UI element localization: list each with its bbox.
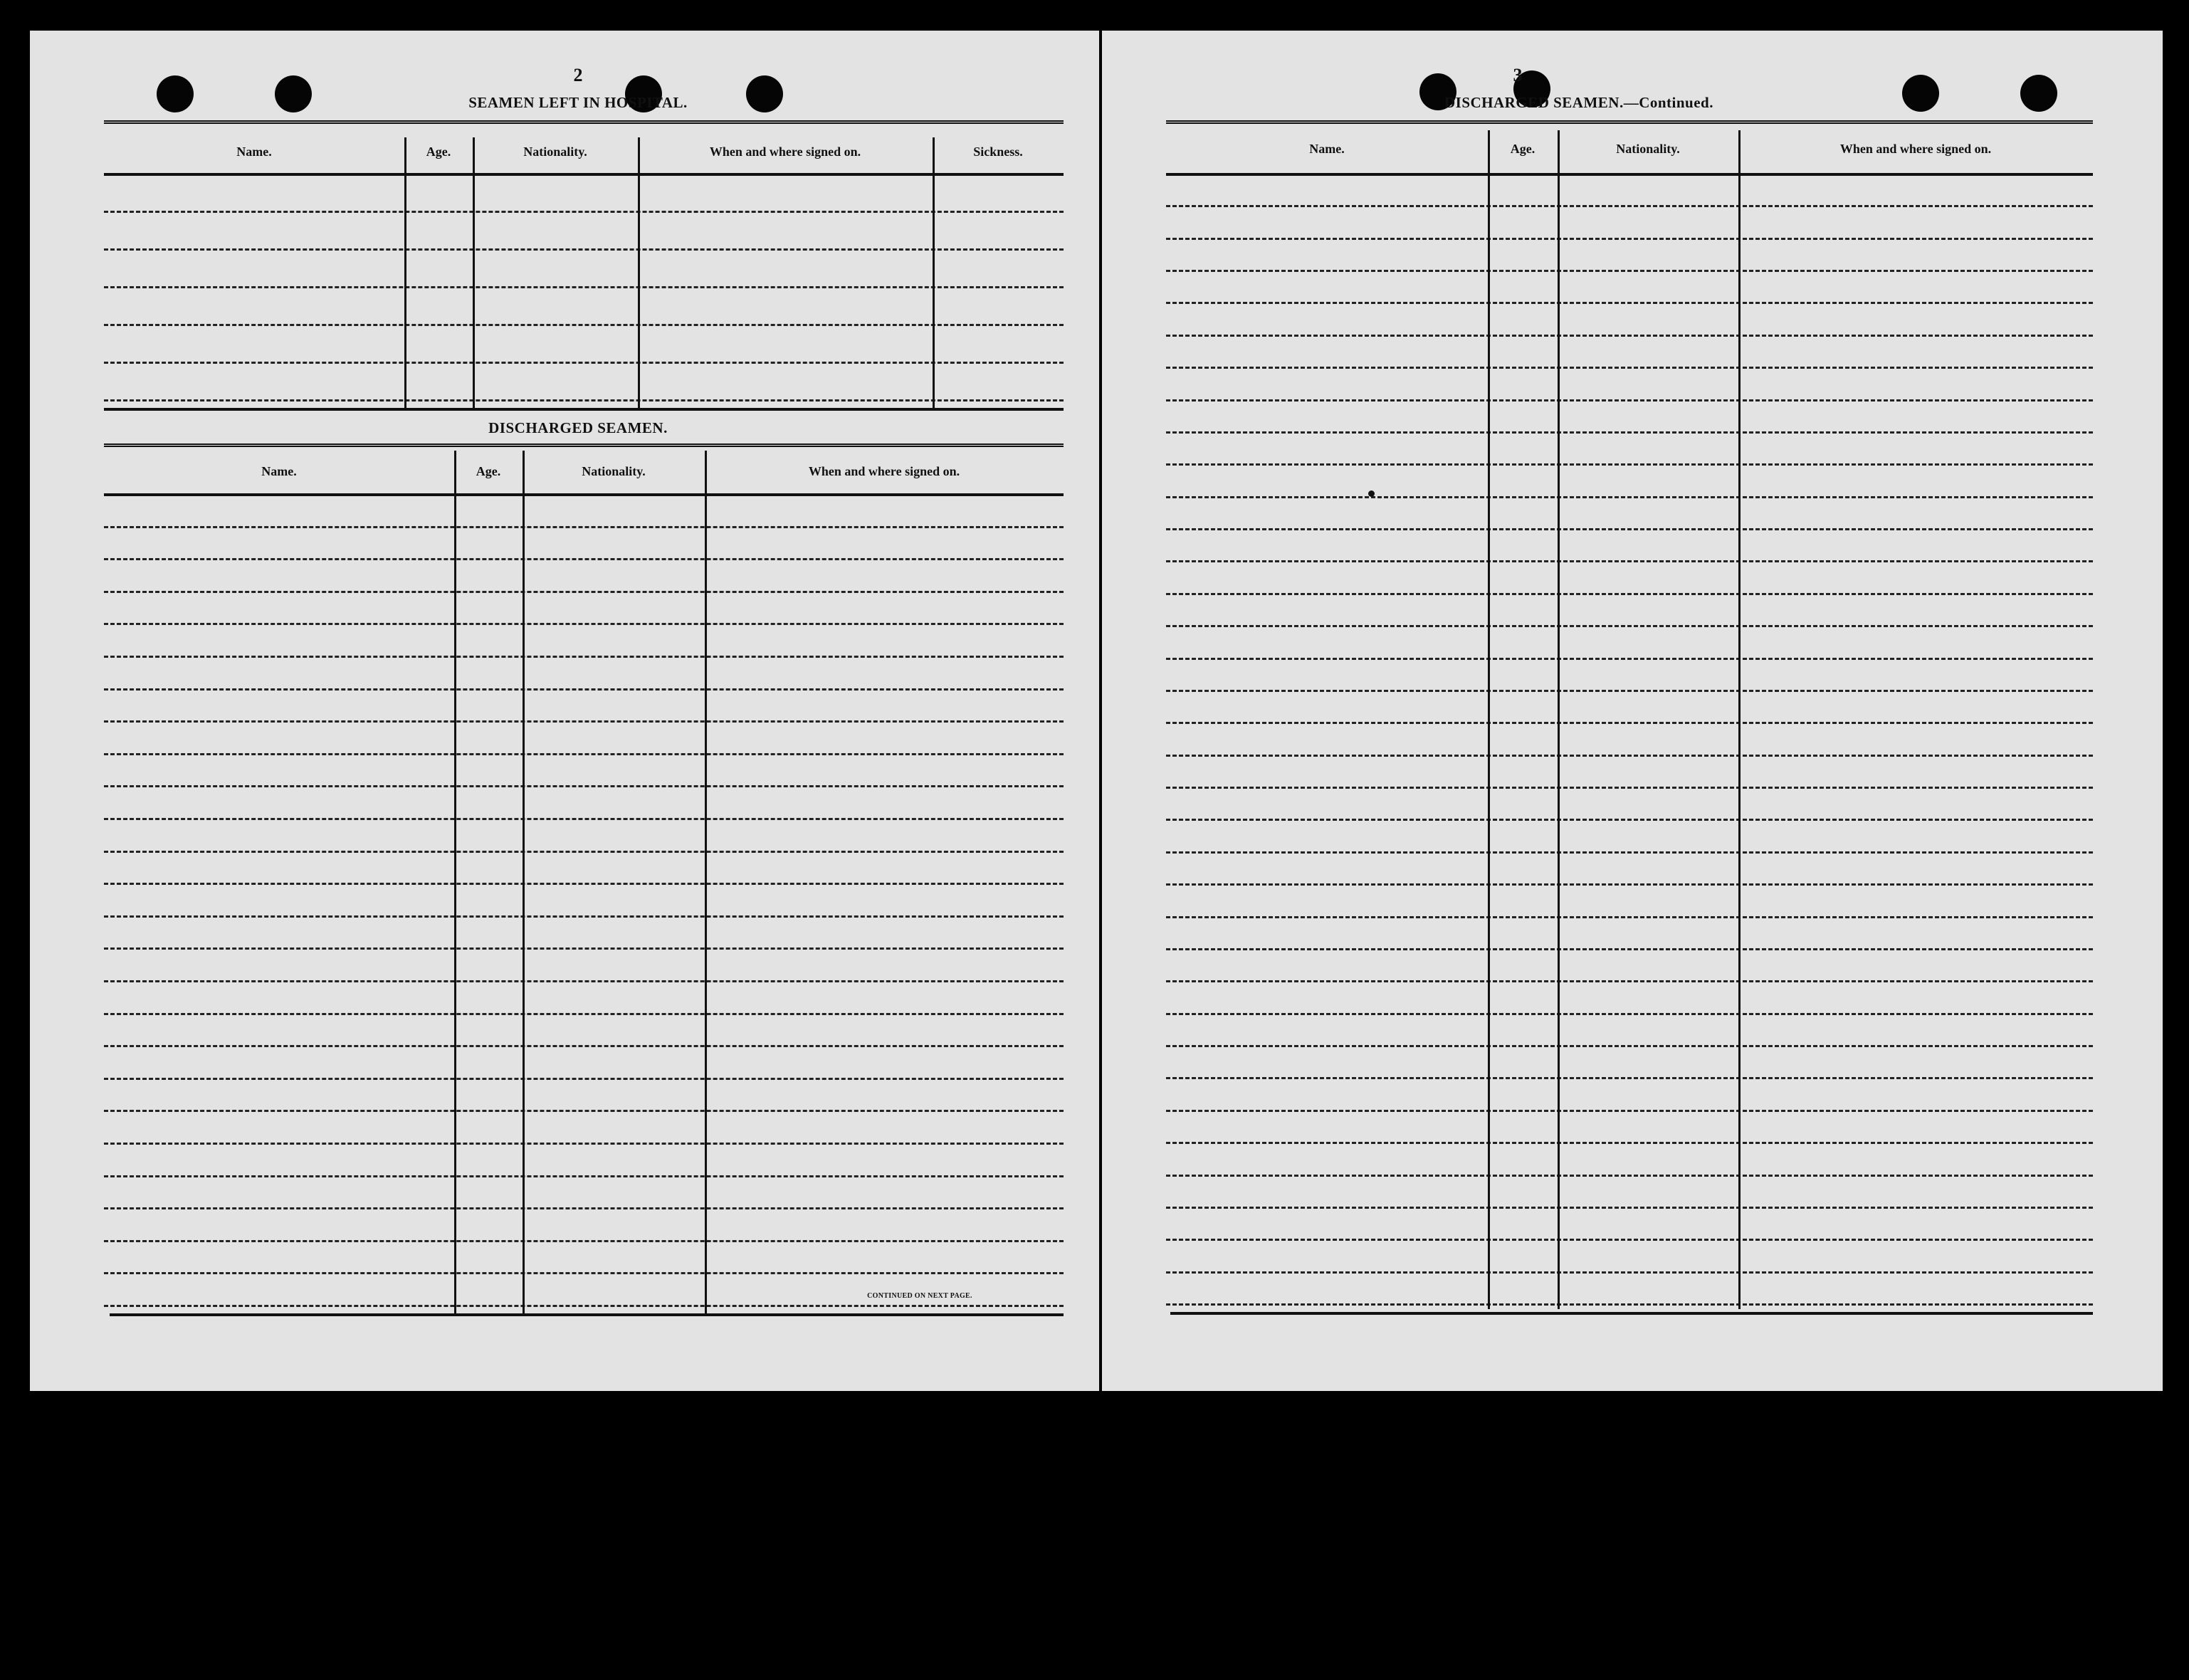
continued-divider-2 — [1558, 130, 1560, 1309]
discharged-entry-line — [104, 526, 1064, 528]
continued-entry-line — [1166, 787, 2093, 789]
discharged-entry-line — [104, 591, 1064, 593]
discharged-entry-line — [104, 753, 1064, 755]
hospital-entry-line — [104, 211, 1064, 213]
continued-col-nationality: Nationality. — [1616, 142, 1680, 156]
continued-entry-line — [1166, 722, 2093, 724]
discharged-entry-line — [104, 785, 1064, 787]
discharged-divider-2 — [523, 451, 525, 1313]
discharged-col-age: Age. — [476, 464, 501, 478]
continued-entry-line — [1166, 399, 2093, 401]
continued-entry-line — [1166, 1239, 2093, 1241]
punch-hole-8 — [2020, 75, 2057, 112]
continued-entry-line — [1166, 1045, 2093, 1047]
left-form-page — [30, 31, 1099, 1391]
continued-entry-line — [1166, 1271, 2093, 1274]
discharged-entry-line — [104, 720, 1064, 723]
continued-entry-line — [1166, 335, 2093, 337]
discharged-entry-line — [104, 947, 1064, 950]
discharged-col-signed-on: When and where signed on. — [808, 464, 960, 478]
continued-entry-line — [1166, 1013, 2093, 1015]
continued-entry-line — [1166, 883, 2093, 886]
hospital-divider-2 — [473, 137, 475, 408]
discharged-entry-line — [104, 1013, 1064, 1015]
discharged-col-name: Name. — [261, 464, 297, 478]
hospital-divider-4 — [933, 137, 935, 408]
continued-entry-line — [1166, 463, 2093, 466]
hospital-col-age: Age. — [426, 145, 451, 159]
discharged-entry-line — [104, 1078, 1064, 1080]
hospital-col-name: Name. — [236, 145, 272, 159]
continued-section-title: DISCHARGED SEAMEN.—Continued. — [1444, 94, 1713, 111]
discharged-table-bottom-rule — [110, 1313, 1064, 1316]
discharged-entry-line — [104, 656, 1064, 658]
continued-header-rule — [1166, 173, 2093, 176]
discharged-entry-line — [104, 1143, 1064, 1145]
continued-table-top-rule — [1166, 120, 2093, 127]
continued-entry-line — [1166, 851, 2093, 854]
continued-entry-line — [1166, 1303, 2093, 1306]
hospital-entry-line — [104, 286, 1064, 288]
discharged-entry-line — [104, 558, 1064, 560]
discharged-entry-line — [104, 1240, 1064, 1242]
continued-entry-line — [1166, 980, 2093, 982]
discharged-entry-line — [104, 883, 1064, 885]
hospital-col-nationality: Nationality. — [523, 145, 587, 159]
continued-entry-line — [1166, 625, 2093, 627]
continued-entry-line — [1166, 302, 2093, 304]
hospital-section-title: SEAMEN LEFT IN HOSPITAL. — [468, 94, 688, 111]
continued-entry-line — [1166, 560, 2093, 562]
continued-entry-line — [1166, 593, 2093, 595]
continued-entry-line — [1166, 1207, 2093, 1209]
continued-entry-line — [1166, 690, 2093, 692]
discharged-divider-3 — [705, 451, 707, 1313]
continued-col-signed-on: When and where signed on. — [1839, 142, 1992, 156]
hospital-table-top-rule — [104, 120, 1064, 127]
continued-entry-line — [1166, 1175, 2093, 1177]
hospital-entry-line — [104, 362, 1064, 364]
continued-entry-line — [1166, 1077, 2093, 1079]
hospital-col-sickness: Sickness. — [973, 145, 1023, 159]
continued-entry-line — [1166, 205, 2093, 207]
continued-table-bottom-rule — [1170, 1312, 2093, 1315]
hospital-divider-1 — [404, 137, 406, 408]
discharged-entry-line — [104, 818, 1064, 820]
hospital-table-bottom-rule — [104, 408, 1064, 411]
continued-footer: CONTINUED ON NEXT PAGE. — [867, 1292, 972, 1300]
continued-entry-line — [1166, 819, 2093, 821]
page-number: 2 — [573, 65, 583, 85]
hospital-header-rule — [104, 173, 1064, 176]
continued-col-name: Name. — [1309, 142, 1345, 156]
discharged-col-nationality: Nationality. — [582, 464, 646, 478]
continued-divider-1 — [1488, 130, 1490, 1309]
discharged-entry-line — [104, 688, 1064, 691]
continued-entry-line — [1166, 528, 2093, 530]
ink-speck — [1368, 490, 1375, 497]
discharged-entry-line — [104, 1272, 1064, 1274]
hospital-col-signed-on: When and where signed on. — [709, 145, 861, 159]
discharged-entry-line — [104, 851, 1064, 853]
discharged-entry-line — [104, 1175, 1064, 1177]
discharged-entry-line — [104, 623, 1064, 625]
discharged-header-rule — [104, 493, 1064, 496]
hospital-entry-line — [104, 399, 1064, 401]
continued-entry-line — [1166, 367, 2093, 369]
continued-entry-line — [1166, 948, 2093, 950]
continued-entry-line — [1166, 658, 2093, 660]
discharged-section-title: DISCHARGED SEAMEN. — [488, 419, 668, 436]
continued-col-age: Age. — [1510, 142, 1536, 156]
continued-entry-line — [1166, 496, 2093, 498]
discharged-entry-line — [104, 980, 1064, 982]
discharged-entry-line — [104, 1305, 1064, 1307]
continued-entry-line — [1166, 1142, 2093, 1144]
discharged-entry-line — [104, 1207, 1064, 1209]
discharged-entry-line — [104, 1110, 1064, 1112]
punch-hole-7 — [1902, 75, 1939, 112]
continued-divider-3 — [1738, 130, 1741, 1309]
continued-entry-line — [1166, 270, 2093, 272]
continued-entry-line — [1166, 916, 2093, 918]
punch-hole-2 — [275, 75, 312, 112]
right-form-page — [1102, 31, 2163, 1391]
discharged-entry-line — [104, 1045, 1064, 1047]
punch-hole-1 — [157, 75, 194, 112]
hospital-entry-line — [104, 248, 1064, 251]
continued-entry-line — [1166, 755, 2093, 757]
discharged-divider-1 — [454, 451, 456, 1313]
discharged-table-top-rule — [104, 443, 1064, 451]
continued-entry-line — [1166, 431, 2093, 434]
continued-entry-line — [1166, 1110, 2093, 1112]
discharged-entry-line — [104, 915, 1064, 918]
hospital-entry-line — [104, 324, 1064, 326]
page-number: 3 — [1513, 65, 1523, 85]
continued-entry-line — [1166, 238, 2093, 240]
hospital-divider-3 — [638, 137, 640, 408]
